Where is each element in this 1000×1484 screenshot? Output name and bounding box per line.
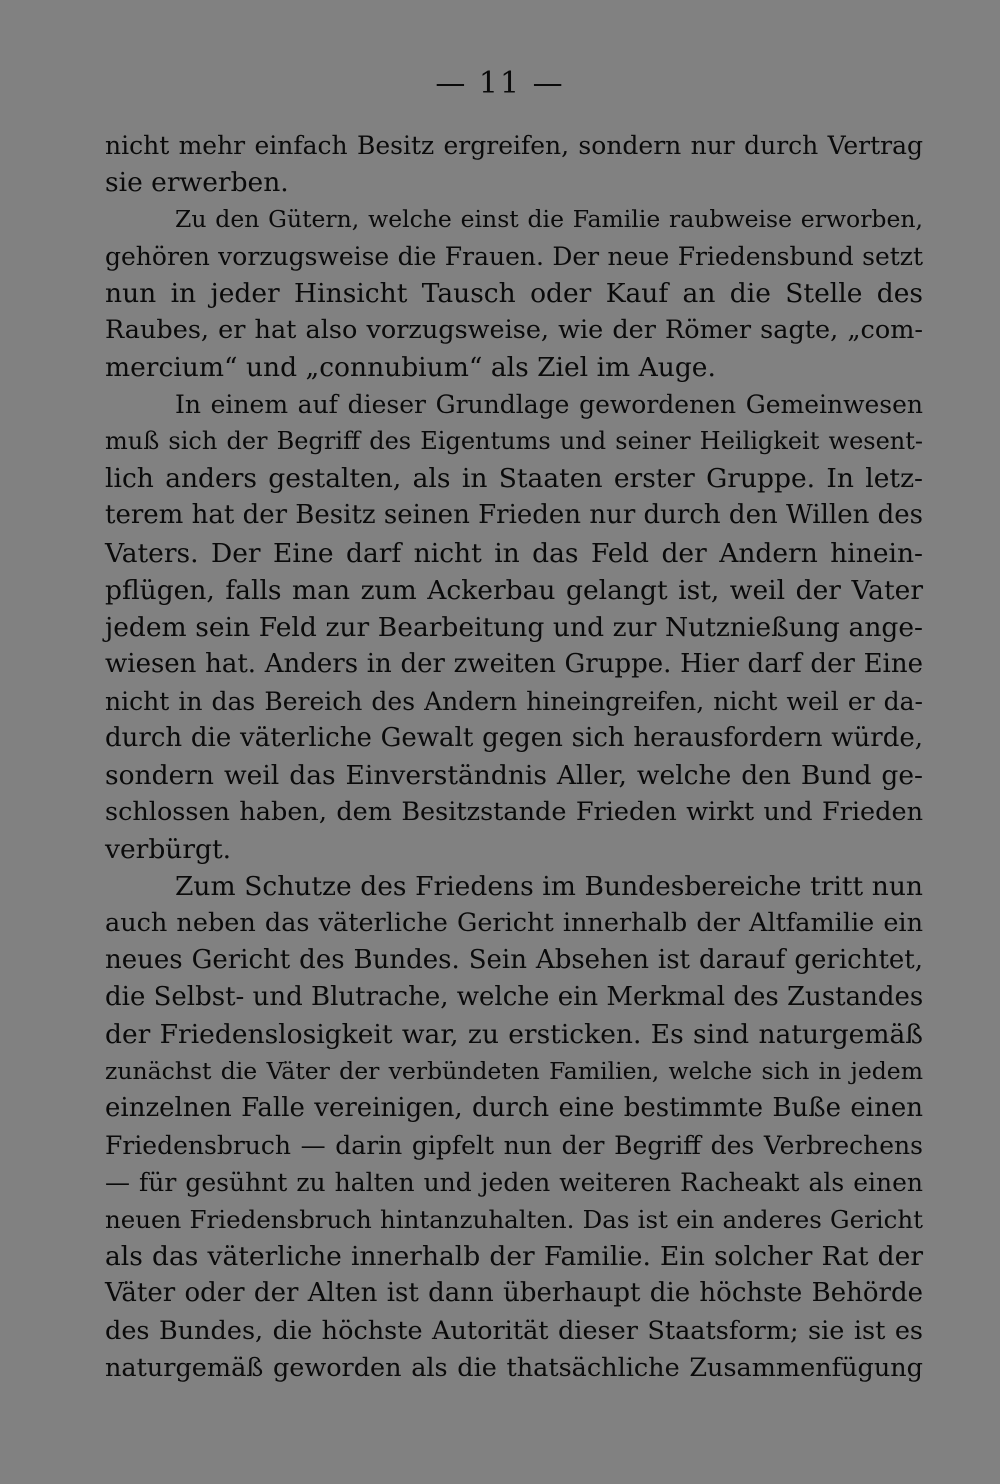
text-line: nicht in das Bereich des Andern hineingreifen, nicht weil er da-: [105, 686, 923, 716]
text-line: muß sich der Begriff des Eigentums und seiner Heiligkeit wesent-: [105, 427, 923, 456]
text-line: als das väterliche innerhalb der Familie. Ein solcher Rat der: [105, 1241, 923, 1273]
text-line: jedem sein Feld zur Bearbeitung und zur Nutznießung ange-: [105, 611, 923, 643]
text-line: sie erwerben.: [105, 167, 289, 199]
text-line: In einem auf dieser Grundlage gewordenen Gemeinwesen: [175, 390, 923, 420]
text-line: Vaters. Der Eine darf nicht in das Feld der Andern hinein-: [105, 537, 923, 569]
body-text: [105, 127, 923, 1387]
text-line: Raubes, er hat also vorzugsweise, wie der Römer sagte, „com-: [105, 315, 923, 346]
text-line: pflügen, falls man zum Ackerbau gelangt ist, weil der Vater: [105, 574, 923, 606]
text-line: Friedensbruch — darin gipfelt nun der Begriff des Verbrechens: [105, 1131, 923, 1161]
text-line: sondern weil das Einverständnis Aller, welche den Bund ge-: [105, 759, 923, 791]
text-line: der Friedenslosigkeit war, zu ersticken. Es sind naturgemäß: [105, 1019, 923, 1051]
text-line: die Selbst- und Blutrache, welche ein Merkmal des Zustandes: [105, 982, 924, 1013]
text-line: wiesen hat. Anders in der zweiten Gruppe. Hier darf der Eine: [105, 648, 923, 679]
text-line: verbürgt.: [105, 833, 232, 865]
text-line: terem hat der Besitz seinen Frieden nur durch den Willen des: [105, 500, 923, 531]
text-line: neues Gericht des Bundes. Sein Absehen ist darauf gerichtet,: [105, 945, 923, 976]
text-line: Väter oder der Alten ist dann überhaupt die höchste Behörde: [105, 1278, 923, 1309]
text-line: nun in jeder Hinsicht Tausch oder Kauf an die Stelle des: [105, 278, 923, 310]
text-line: des Bundes, die höchste Autorität dieser Staatsform; sie ist es: [105, 1315, 923, 1346]
text-line: Zum Schutze des Friedens im Bundesbereiche tritt nun: [175, 870, 923, 902]
text-line: neuen Friedensbruch hintanzuhalten. Das ist ein anderes Gericht: [105, 1205, 923, 1235]
text-line: gehören vorzugsweise die Frauen. Der neue Friedensbund setzt: [105, 242, 923, 272]
text-line: naturgemäß geworden als die thatsächliche Zusammenfügung: [105, 1352, 923, 1383]
text-line: durch die väterliche Gewalt gegen sich herausfordern würde,: [105, 722, 923, 753]
text-line: — für gesühnt zu halten und jeden weiteren Racheakt als einen: [105, 1168, 923, 1198]
page-number: — 11 —: [435, 66, 565, 101]
text-line: lich anders gestalten, als in Staaten erster Gruppe. In letz-: [105, 463, 923, 495]
text-line: zunächst die Väter der verbündeten Familien, welche sich in jedem: [105, 1057, 923, 1086]
text-line: auch neben das väterliche Gericht innerhalb der Altfamilie ein: [105, 907, 923, 938]
text-line: mercium“ und „connubium“ als Ziel im Auge.: [105, 352, 716, 384]
text-line: schlossen haben, dem Besitzstande Frieden wirkt und Frieden: [105, 796, 923, 827]
text-line: nicht mehr einfach Besitz ergreifen, sondern nur durch Vertrag: [105, 131, 923, 160]
text-line: Zu den Gütern, welche einst die Familie raubweise erworben,: [175, 205, 923, 234]
text-line: einzelnen Falle vereinigen, durch eine bestimmte Buße einen: [105, 1093, 923, 1124]
